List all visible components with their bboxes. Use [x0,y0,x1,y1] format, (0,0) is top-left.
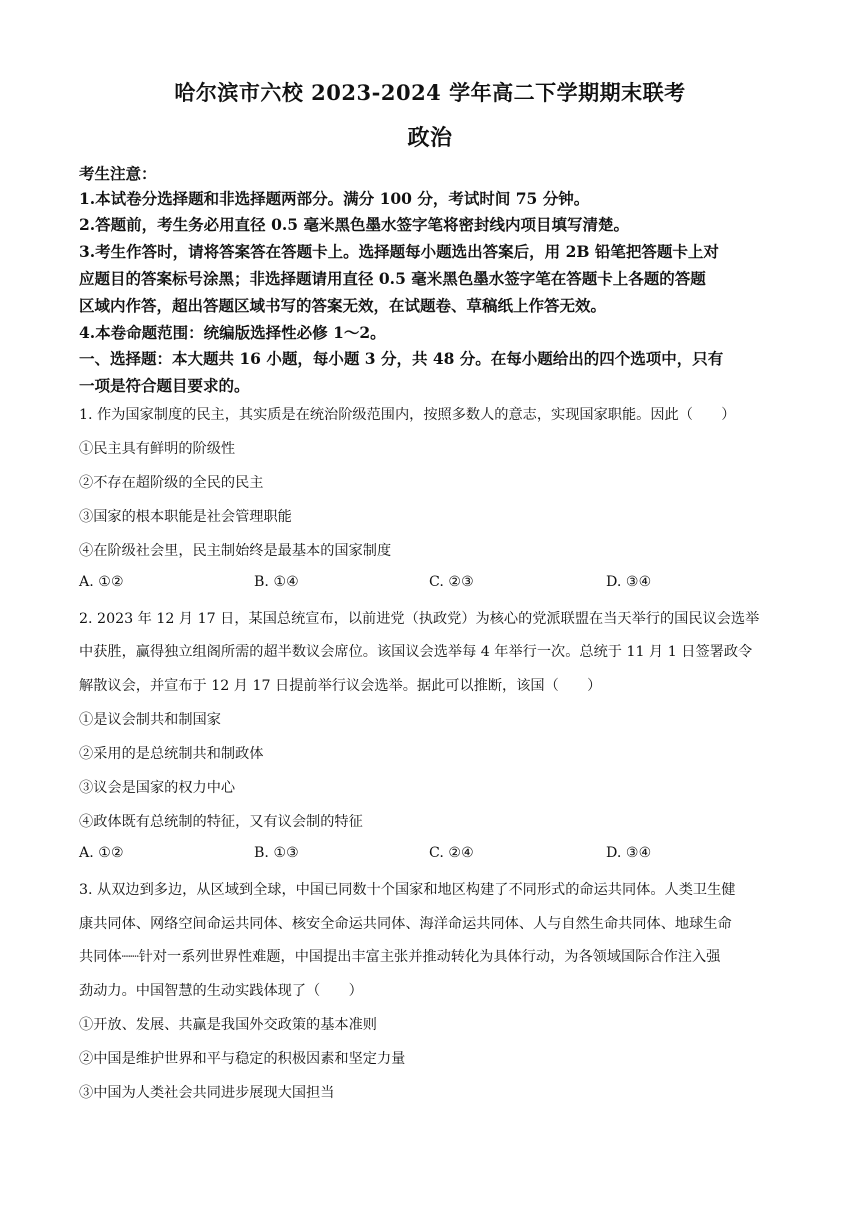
section-heading: 一、选择题：本大题共 16 小题，每小题 3 分，共 48 分。在每小题给出的四个选项中，只有 [79,349,724,368]
question-2-option-c: C. ②④ [429,845,474,861]
question-2-stem: 解散议会，并宣布于 12 月 17 日提前举行议会选举。据此可以推断，该国（ ） [79,678,602,694]
exam-title: 哈尔滨市六校 2023-2024 学年高二下学期期末联考 [174,80,686,105]
question-3-statement: ③中国为人类社会共同进步展现大国担当 [79,1085,335,1101]
question-2-statement: ②采用的是总统制共和制政体 [79,746,264,762]
question-2-option-d: D. ③④ [606,845,652,861]
question-2-statement: ④政体既有总统制的特征，又有议会制的特征 [79,814,363,830]
notice-item: 1.本试卷分选择题和非选择题两部分。满分 100 分，考试时间 75 分钟。 [79,189,590,208]
notice-item: 区域内作答，超出答题区域书写的答案无效，在试题卷、草稿纸上作答无效。 [79,296,607,315]
question-2-stem: 2. 2023 年 12 月 17 日，某国总统宣布，以前进党（执政党）为核心的党派联盟在当天举行的国民议会选举 [79,611,760,627]
question-2-option-a: A. ①② [79,845,124,861]
question-2-statement: ①是议会制共和制国家 [79,712,221,728]
notice-heading: 考生注意： [79,164,157,183]
question-1-option-d: D. ③④ [606,574,652,590]
question-3-statement: ①开放、发展、共赢是我国外交政策的基本准则 [79,1017,377,1033]
question-1-option-a: A. ①② [79,574,124,590]
question-1-statement: ①民主具有鲜明的阶级性 [79,441,236,457]
notice-item: 2.答题前，考生务必用直径 0.5 毫米黑色墨水签字笔将密封线内项目填写清楚。 [79,215,629,234]
notice-item: 4.本卷命题范围：统编版选择性必修 1～2。 [79,323,386,342]
question-2-option-b: B. ①③ [254,845,299,861]
question-3-stem: 3. 从双边到多边，从区域到全球，中国已同数十个国家和地区构建了不同形式的命运共同体。人类卫生健 [79,882,736,898]
question-1-stem: 1. 作为国家制度的民主，其实质是在统治阶级范围内，按照多数人的意志，实现国家职能。因此（ ） [79,407,736,423]
question-1-statement: ③国家的根本职能是社会管理职能 [79,509,292,525]
question-1-option-c: C. ②③ [429,574,474,590]
question-2-stem: 中获胜，赢得独立组阁所需的超半数议会席位。该国议会选举每 4 年举行一次。总统于 11 月 1 日签署政令 [79,644,753,660]
section-heading: 一项是符合题目要求的。 [79,376,250,395]
notice-item: 应题目的答案标号涂黑；非选择题请用直径 0.5 毫米黑色墨水签字笔在答题卡上各题的答题 [79,269,706,288]
subject-title: 政治 [407,125,453,151]
question-3-stem: 劲动力。中国智慧的生动实践体现了（ ） [79,983,363,999]
question-1-option-b: B. ①④ [254,574,299,590]
question-3-stem: 康共同体、网络空间命运共同体、核安全命运共同体、海洋命运共同体、人与自然生命共同体、地球生命 [79,916,732,932]
question-2-statement: ③议会是国家的权力中心 [79,780,236,796]
question-3-stem: 共同体┈┈针对一系列世界性难题，中国提出丰富主张并推动转化为具体行动，为各领域国际合作注入强 [79,949,721,965]
notice-item: 3.考生作答时，请将答案答在答题卡上。选择题每小题选出答案后，用 2B 铅笔把答题卡上对 [79,242,719,261]
question-3-statement: ②中国是维护世界和平与稳定的积极因素和坚定力量 [79,1051,406,1067]
question-1-statement: ②不存在超阶级的全民的民主 [79,475,264,491]
question-1-statement: ④在阶级社会里，民主制始终是最基本的国家制度 [79,543,392,559]
